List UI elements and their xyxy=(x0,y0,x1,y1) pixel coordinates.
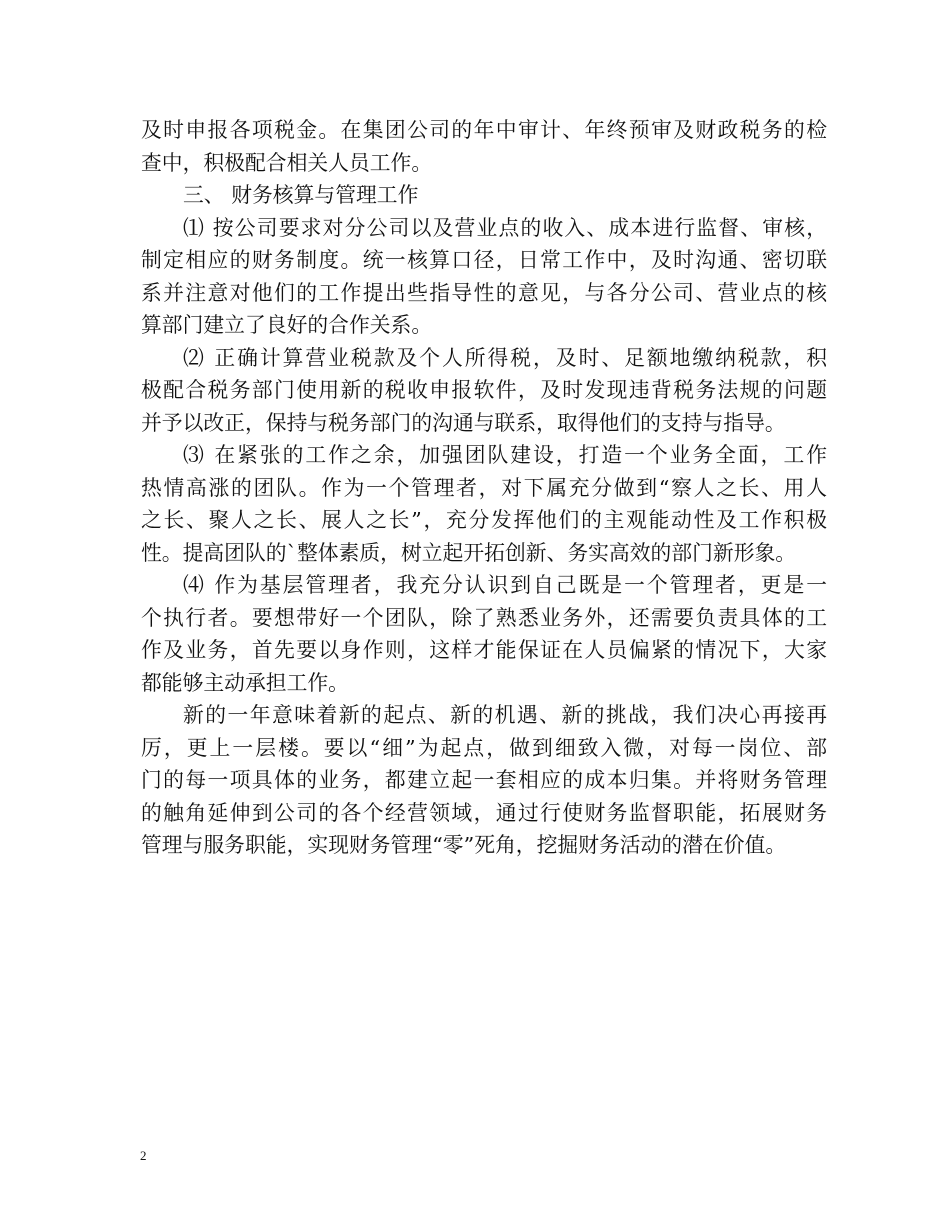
text-line: ⑷ 作为基层管理者，我充分认识到自己既是一个管理者，更是一 xyxy=(183,573,827,597)
text-line: 性。提高团队的`整体素质，树立起开拓创新、务实高效的部门新形象。 xyxy=(141,540,797,565)
text-line: 管理与服务职能，实现财务管理“零”死角，挖掘财务活动的潜在价值。 xyxy=(141,833,787,857)
page-number: 2 xyxy=(140,1148,147,1163)
text-line: 之长、聚人之长、展人之长”，充分发挥他们的主观能动性及工作积极 xyxy=(141,508,827,532)
text-line: 的触角延伸到公司的各个经营领域，通过行使财务监督职能，拓展财务 xyxy=(141,800,827,825)
text-line: 系并注意对他们的工作提出些指导性的意见，与各分公司、营业点的核 xyxy=(141,280,827,305)
text-line: ⑶ 在紧张的工作之余，加强团队建设，打造一个业务全面，工作 xyxy=(183,443,827,467)
text-line: 算部门建立了良好的合作关系。 xyxy=(141,313,433,337)
text-line: 个执行者。要想带好一个团队，除了熟悉业务外，还需要负责具体的工 xyxy=(141,605,827,630)
text-line: 查中，积极配合相关人员工作。 xyxy=(141,150,433,175)
text-line: 极配合税务部门使用新的税收申报软件，及时发现违背税务法规的问题 xyxy=(141,378,827,402)
text-line: 并予以改正，保持与税务部门的沟通与联系，取得他们的支持与指导。 xyxy=(141,410,786,435)
text-line: 热情高涨的团队。作为一个管理者，对下属充分做到“察人之长、用人 xyxy=(141,475,827,500)
text-line: 厉，更上一层楼。要以“细”为起点，做到细致入微，对每一岗位、部 xyxy=(141,735,827,760)
text-line: 及时申报各项税金。在集团公司的年中审计、年终预审及财政税务的检 xyxy=(141,118,827,142)
text-line: ⑴ 按公司要求对分公司以及营业点的收入、成本进行监督、审核， xyxy=(183,215,827,240)
section-heading: 三、 财务核算与管理工作 xyxy=(183,183,419,207)
text-line: ⑵ 正确计算营业税款及个人所得税，及时、足额地缴纳税款，积 xyxy=(183,345,827,370)
text-line: 作及业务，首先要以身作则，这样才能保证在人员偏紧的情况下，大家 xyxy=(141,638,827,662)
text-line: 都能够主动承担工作。 xyxy=(141,670,349,695)
text-line: 门的每一项具体的业务，都建立起一套相应的成本归集。并将财务管理 xyxy=(141,768,827,792)
text-line: 新的一年意味着新的起点、新的机遇、新的挑战，我们决心再接再 xyxy=(183,703,827,727)
text-line: 制定相应的财务制度。统一核算口径，日常工作中，及时沟通、密切联 xyxy=(141,248,827,272)
body-text xyxy=(141,114,827,862)
